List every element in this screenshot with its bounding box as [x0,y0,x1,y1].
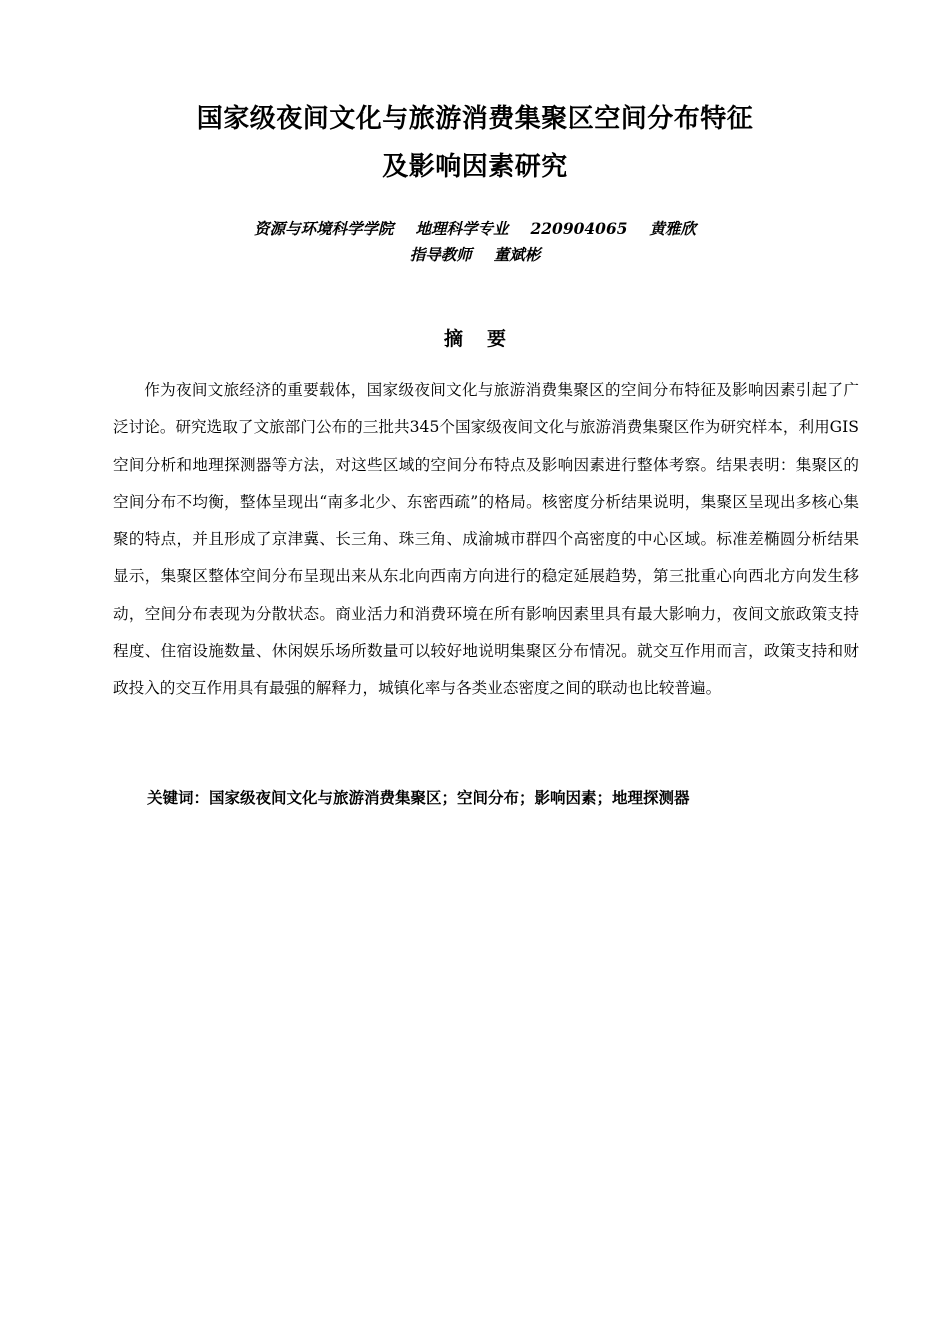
keywords-line: 关键词：国家级夜间文化与旅游消费集聚区；空间分布；影响因素；地理探测器 [147,789,690,807]
author-line [0,218,950,240]
advisor-line [0,244,950,266]
abstract-heading: 摘要 [443,328,530,350]
author-student-id: 220904065 [530,219,628,238]
author-school: 资源与环境科学学院 [253,219,394,238]
abstract-body: 作为夜间文旅经济的重要载体，国家级夜间文化与旅游消费集聚区的空间分布特征及影响因素引起了广泛讨论。研究选取了文旅部门公布的三批共345个国家级夜间文化与旅游消费集聚区作为研究样本，利用GIS空间分析和地理探测器等方法，对这些区域的空间分布特点及影响因素进行整体考察。结果表明：集聚区的空间分布不均衡，整体呈现出“南多北少、东密西疏”的格局。核密度分析结果说明，集聚区呈现出多核心集聚的特点，并且形成了京津冀、长三角、珠三角、成渝城市群四个高密度的中心区域。标准差椭圆分析结果显示，集聚区整体空间分布呈现出来从东北向西南方向进行的稳定延展趋势，第三批重心向西北方向发生移动，空间分布表现为分散状态。商业活力和消费环境在所有影响因素里具有最大影响力，夜间文旅政策支持程度、住宿设施数量、休闲娱乐场所数量可以较好地说明集聚区分布情况。就交互作用而言，政策支持和财政投入的交互作用具有最强的解释力，城镇化率与各类业态密度之间的联动也比较普遍。 [113,381,859,698]
author-major: 地理科学专业 [415,219,509,238]
paper-title-line-1: 国家级夜间文化与旅游消费集聚区空间分布特征 [196,104,754,134]
author-name: 黄雅欣 [649,219,697,238]
advisor-label: 指导教师 [409,245,472,264]
advisor-name: 董斌彬 [493,245,541,264]
paper-title-line-2: 及影响因素研究 [382,152,568,182]
